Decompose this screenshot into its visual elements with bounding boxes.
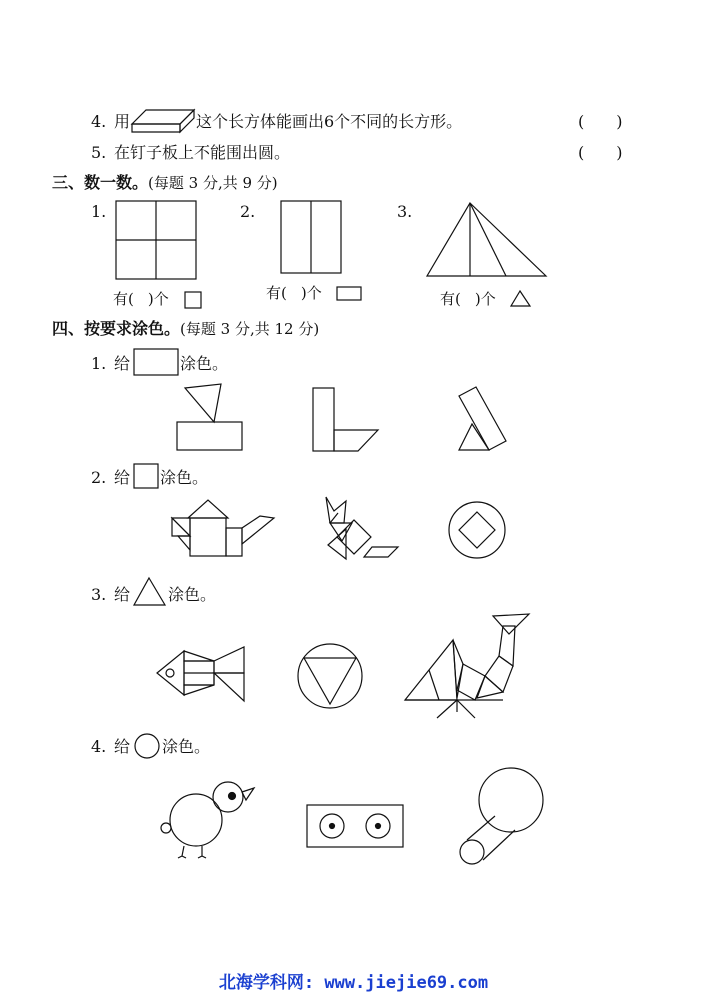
- s3-item1-number: 1.: [91, 202, 107, 221]
- s4-item3-post: 涂色。: [168, 585, 217, 604]
- q5-answer-blank[interactable]: ( ): [578, 143, 623, 162]
- section4-heading: [52, 319, 319, 339]
- section4-title: 四、按要求涂色。: [52, 319, 181, 338]
- footer-site-label: 北海学科网: www.jiejie69.com: [218, 973, 489, 993]
- s3-item3-number: 3.: [397, 202, 413, 221]
- section3-note: (每题 3 分,共 9 分): [148, 174, 278, 192]
- q5-number: 5.: [91, 143, 107, 162]
- circle-triangle-figure: [296, 642, 364, 710]
- s4-item3-number: 3.: [91, 585, 107, 604]
- shape-combo-figure: [458, 386, 508, 454]
- s4-item2-number: 2.: [91, 468, 107, 487]
- teapot-figure: [170, 498, 276, 560]
- s4-item2-post: 涂色。: [160, 468, 209, 487]
- rectangle-icon: [336, 286, 362, 302]
- s4-item1-number: 1.: [91, 354, 107, 373]
- q4-text: 这个长方体能画出6个不同的长方形。: [196, 112, 463, 131]
- square-icon: [184, 291, 202, 309]
- q5-text: 在钉子板上不能围出圆。: [114, 143, 291, 162]
- s3-item2-number: 2.: [240, 202, 256, 221]
- triangle-icon: [510, 290, 532, 308]
- cuboid-icon: [132, 108, 194, 134]
- s4-item4-pre: 给: [114, 737, 131, 756]
- s4-item1-post: 涂色。: [180, 354, 229, 373]
- section3-heading: [52, 173, 278, 193]
- split-rectangle-figure: [281, 201, 343, 275]
- boat-figure: [176, 384, 244, 452]
- q4-prefix: 用: [114, 112, 131, 131]
- s4-item4-number: 4.: [91, 737, 107, 756]
- s4-item1-pre: 给: [114, 354, 131, 373]
- section4-note: (每题 3 分,共 12 分): [180, 320, 320, 338]
- s3-item1-caption: 有( )个: [113, 290, 169, 308]
- chair-figure: [312, 387, 380, 453]
- q4-number: 4.: [91, 112, 107, 131]
- section3-title: 三、数一数。: [52, 173, 149, 192]
- square-icon: [133, 463, 159, 489]
- s4-item3-pre: 给: [114, 585, 131, 604]
- coin-figure: [447, 500, 507, 560]
- triangle-split-figure: [426, 202, 548, 278]
- fox-figure: [318, 495, 402, 561]
- dual-circle-box-figure: [306, 804, 404, 848]
- chick-figure: [158, 780, 258, 858]
- q4-answer-blank[interactable]: ( ): [578, 112, 623, 131]
- triangle-icon: [133, 577, 167, 607]
- s3-item3-caption: 有( )个: [440, 290, 496, 308]
- rectangle-icon: [133, 348, 179, 376]
- circle-icon: [133, 732, 161, 760]
- crane-figure: [403, 612, 533, 724]
- s3-item2-caption: 有( )个: [266, 284, 322, 302]
- s4-item2-pre: 给: [114, 468, 131, 487]
- square-grid-figure: [116, 201, 198, 281]
- s4-item4-post: 涂色。: [162, 737, 211, 756]
- fish-figure: [156, 645, 246, 705]
- magnifier-figure: [455, 766, 547, 868]
